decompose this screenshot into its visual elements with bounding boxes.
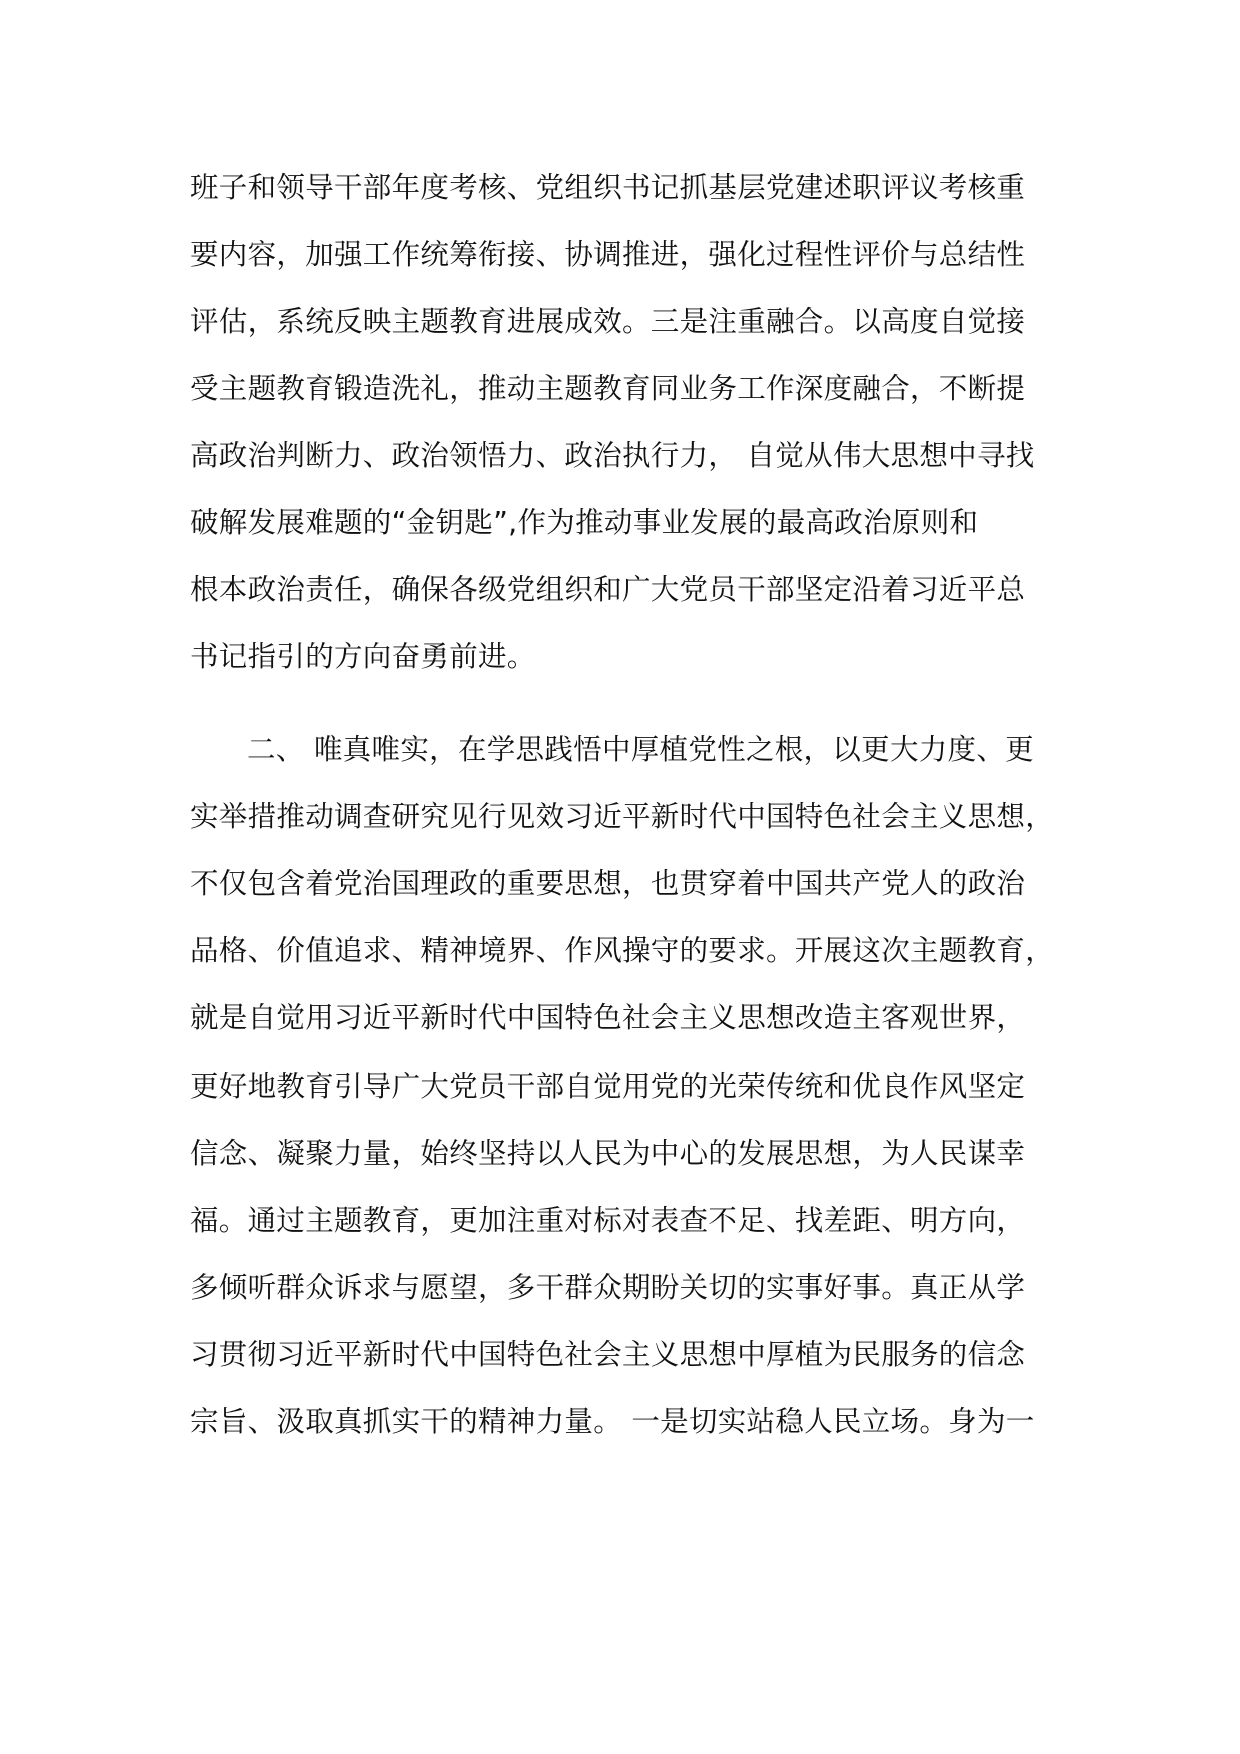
text-line: 更好地教育引导广大党员干部自觉用党的光荣传统和优良作风坚定 xyxy=(190,1070,1026,1103)
text-line: 习贯彻习近平新时代中国特色社会主义思想中厚植为民服务的信念 xyxy=(190,1338,1026,1371)
text-line: 根本政治责任，确保各级党组织和广大党员干部坚定沿着习近平总 xyxy=(190,573,1026,606)
text-line: 福。通过主题教育，更加注重对标对表查不足、找差距、明方向， xyxy=(190,1204,1026,1237)
text-line: 宗旨、汲取真抓实干的精神力量。 一是切实站稳人民立场。身为一 xyxy=(190,1405,1035,1438)
text-line: 实举措推动调查研究见行见效习近平新时代中国特色社会主义思想， xyxy=(190,800,1055,833)
text-line: 信念、凝聚力量，始终坚持以人民为中心的发展思想，为人民谋幸 xyxy=(190,1137,1026,1170)
text-line: 多倾听群众诉求与愿望，多干群众期盼关切的实事好事。真正从学 xyxy=(190,1271,1026,1304)
text-line: 评估，系统反映主题教育进展成效。三是注重融合。以高度自觉接 xyxy=(190,305,1026,338)
text-line: 破解发展难题的“金钥匙”,作为推动事业发展的最高政治原则和 xyxy=(190,506,979,539)
text-line: 高政治判断力、政治领悟力、政治执行力， 自觉从伟大思想中寻找 xyxy=(190,439,1035,472)
text-line: 班子和领导干部年度考核、党组织书记抓基层党建述职评议考核重 xyxy=(190,171,1026,204)
text-line: 受主题教育锻造洗礼，推动主题教育同业务工作深度融合，不断提 xyxy=(190,372,1026,405)
text-line: 书记指引的方向奋勇前进。 xyxy=(190,640,536,673)
text-line: 品格、价值追求、精神境界、作风操守的要求。开展这次主题教育， xyxy=(190,934,1055,967)
text-line: 不仅包含着党治国理政的重要思想，也贯穿着中国共产党人的政治 xyxy=(190,867,1026,900)
section-heading-line: 二、 唯真唯实，在学思践悟中厚植党性之根，以更大力度、更 xyxy=(247,733,1034,766)
text-line: 就是自觉用习近平新时代中国特色社会主义思想改造主客观世界， xyxy=(190,1001,1026,1034)
text-line: 要内容，加强工作统筹衔接、协调推进，强化过程性评价与总结性 xyxy=(190,238,1026,271)
